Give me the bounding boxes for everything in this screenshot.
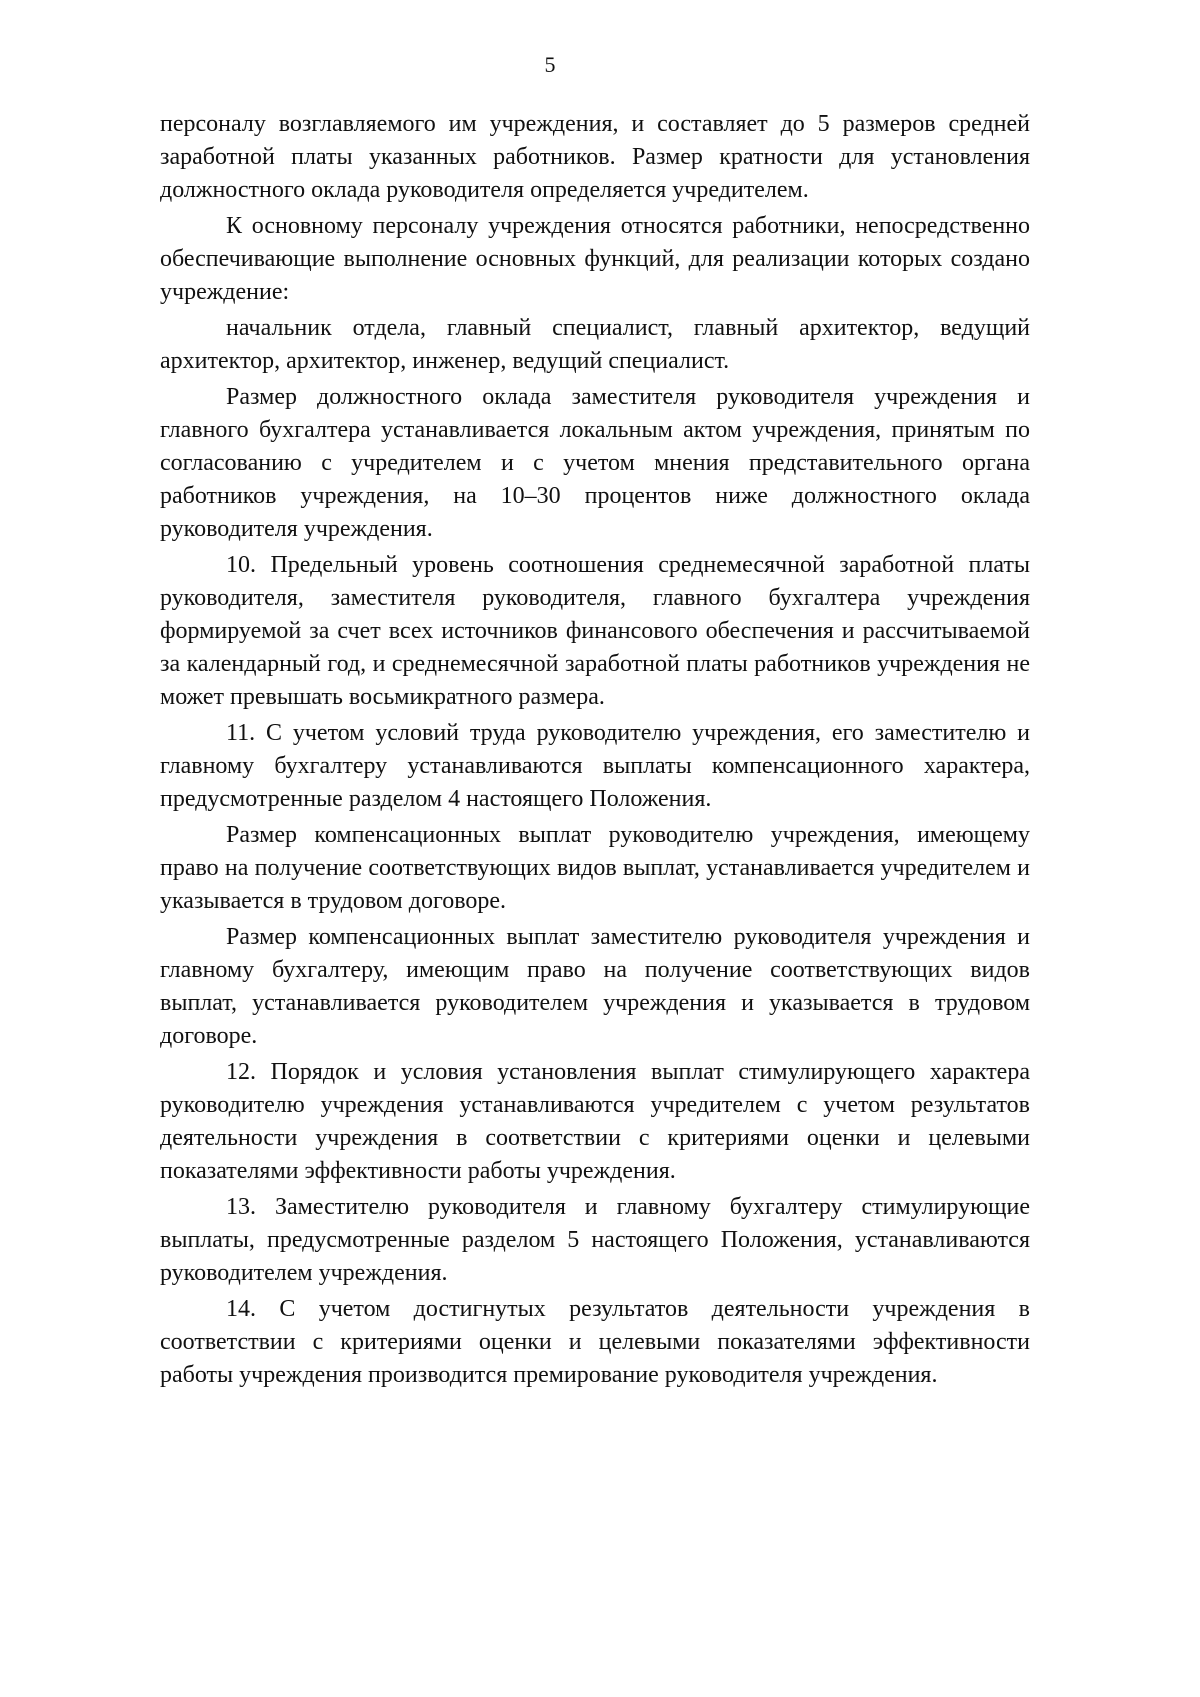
- paragraph: 10. Предельный уровень соотношения среднемесячной заработной платы руководителя, заместителя руководителя, главного бухгалтера учреждения формируемой за счет всех источников финансового обеспечения и рассчитываемой за календарный год, и среднемесячной заработной платы работников учреждения не может превышать восьмикратного размера.: [160, 552, 1030, 710]
- paragraph: начальник отдела, главный специалист, главный архитектор, ведущий архитектор, архитектор, инженер, ведущий специалист.: [160, 315, 1030, 374]
- page-number: 5: [544, 52, 556, 77]
- paragraph: 14. С учетом достигнутых результатов деятельности учреждения в соответствии с критериями оценки и целевыми показателями эффективности работы учреждения производится премирование руководителя учреждения.: [160, 1296, 1030, 1388]
- paragraph: К основному персоналу учреждения относятся работники, непосредственно обеспечивающие выполнение основных функций, для реализации которых создано учреждение:: [160, 213, 1030, 305]
- paragraph: персоналу возглавляемого им учреждения, и составляет до 5 размеров средней заработной платы указанных работников. Размер кратности для установления должностного оклада руководителя определяется учредителем.: [160, 111, 1030, 203]
- paragraph: Размер должностного оклада заместителя руководителя учреждения и главного бухгалтера устанавливается локальным актом учреждения, принятым по согласованию с учредителем и с учетом мнения представительного органа работников учреждения, на 10–30 процентов ниже должностного оклада руководителя учреждения.: [160, 384, 1030, 542]
- paragraph: Размер компенсационных выплат руководителю учреждения, имеющему право на получение соответствующих видов выплат, устанавливается учредителем и указывается в трудовом договоре.: [160, 822, 1030, 914]
- paragraph: 11. С учетом условий труда руководителю учреждения, его заместителю и главному бухгалтеру устанавливаются выплаты компенсационного характера, предусмотренные разделом 4 настоящего Положения.: [160, 720, 1030, 812]
- paragraph: Размер компенсационных выплат заместителю руководителя учреждения и главному бухгалтеру, имеющим право на получение соответствующих видов выплат, устанавливается руководителем учреждения и указывается в трудовом договоре.: [160, 924, 1030, 1049]
- paragraph: 12. Порядок и условия установления выплат стимулирующего характера руководителю учреждения устанавливаются учредителем с учетом результатов деятельности учреждения в соответствии с критериями оценки и целевыми показателями эффективности работы учреждения.: [160, 1059, 1030, 1184]
- paragraph: 13. Заместителю руководителя и главному бухгалтеру стимулирующие выплаты, предусмотренные разделом 5 настоящего Положения, устанавливаются руководителем учреждения.: [160, 1194, 1030, 1286]
- document-body: [160, 108, 1030, 1395]
